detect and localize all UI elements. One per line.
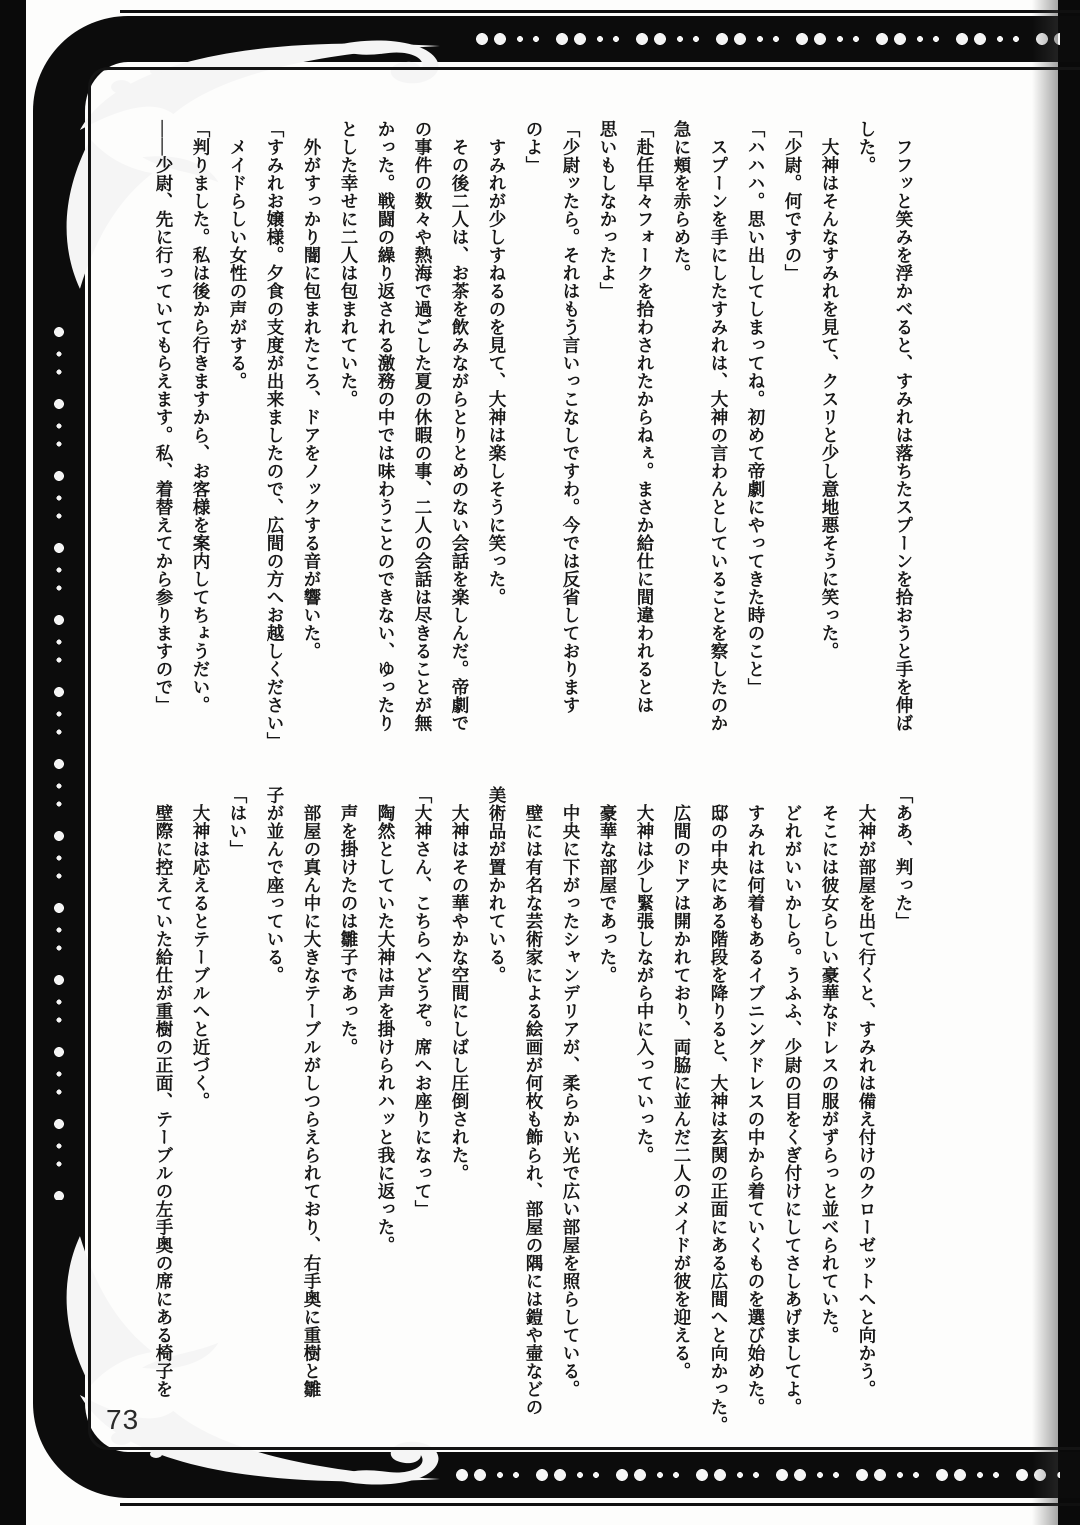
top-block [145,120,922,775]
text-column: 急に頬を赤らめた。 [672,120,692,282]
text-column: 外がすっかり闇に包まれたころ、ドアをノックする音が響いた。 [302,120,322,660]
text-column: 「ハハハ。思い出してしまってね。初めて帝劇にやってきた時のこと」 [746,120,766,696]
text-column: 「ああ、判った」 [894,786,914,930]
text-column: 大神は応えるとテーブルへと近づく。 [191,786,211,1110]
text-column: 邸の中央にある階段を降りると、大神は玄関の正面にある広間へと向かった。 [709,786,729,1434]
text-column: 「少尉。何ですの」 [783,120,803,282]
text-column: 広間のドアは開かれており、両脇に並んだ二人のメイドが彼を迎える。 [672,786,692,1380]
text-column: メイドらしい女性の声がする。 [228,120,248,390]
text-column: 大神はそんなすみれを見て、クスリと少し意地悪そうに笑った。 [820,120,840,660]
text-column: 大神は少し緊張しながら中に入っていった。 [635,786,655,1164]
text-column: の事件の数々や熱海で過ごした夏の休暇の事、二人の会話は尽きることが無 [413,120,433,732]
bottom-block [145,786,922,1436]
text-column: 思いもしなかったよ」 [598,120,618,300]
text-column: スプーンを手にしたすみれは、大神の言わんとしていることを察したのか [709,120,729,732]
text-column: 中央に下がったシャンデリアが、柔らかい光で広い部屋を照らしている。 [561,786,581,1398]
scan-gutter-left [0,0,26,1525]
text-column: とした幸せに二人は包まれていた。 [339,120,359,408]
text-column: すみれが少しすねるのを見て、大神は楽しそうに笑った。 [487,120,507,606]
text-column: どれがいいかしら。うふふ、少尉の目をくぎ付けにしてさしあげましてよ。 [783,786,803,1416]
text-column: そこには彼女らしい豪華なドレスの服がずらっと並べられていた。 [820,786,840,1344]
text-column: 「少尉ッたら。それはもう言いっこなしですわ。今では反省しております [561,120,581,714]
text-column: 豪華な部屋であった。 [598,786,618,984]
text-column: その後二人は、お茶を飲みながらとりとめのない会話を楽しんだ。帝劇で [450,120,470,732]
text-column: 陶然としていた大神は声を掛けられハッと我に返った。 [376,786,396,1254]
text-column: 「はい」 [228,786,248,858]
text-column: 「すみれお嬢様。夕食の支度が出来ましたので、広間の方へお越しください」 [265,120,285,750]
text-column: のよ」 [524,120,544,174]
text-column: 子が並んで座っている。 [265,786,285,984]
text-column: かった。戦闘の繰り返される激務の中では味わうことのできない、ゆったり [376,120,396,732]
text-column: 声を掛けたのは雛子であった。 [339,786,359,1056]
text-column: 大神が部屋を出て行くと、すみれは備え付けのクローゼットへと向かう。 [857,786,877,1398]
dot-pattern-top [470,16,1060,62]
text-column: すみれは何着もあるイブニングドレスの中から着ていくものを選び始めた。 [746,786,766,1416]
text-column: フフッと笑みを浮かべると、すみれは落ちたスプーンを拾おうと手を伸ば [894,120,914,732]
text-column: 壁には有名な芸術家による絵画が何枚も飾られ、部屋の隅には鎧や壷などの [524,786,544,1416]
page-number: 73 [106,1404,140,1435]
dot-pattern-left [33,320,85,1200]
dot-pattern-bottom [450,1452,1060,1498]
text-column: 「赴任早々フォークを拾わされたからねぇ。まさか給仕に間違われるとは [635,120,655,714]
text-column: ――少尉、先に行っていてもらえます。私、着替えてから参りますので」 [154,120,174,714]
text-column: 壁際に控えていた給仕が重樹の正面、テーブルの左手奥の席にある椅子を [154,786,174,1398]
text-column: 「判りました。私は後から行きますから、お客様を案内してちょうだい。 [191,120,211,714]
text-column: した。 [857,120,877,174]
text-column: 大神はその華やかな空間にしばし圧倒された。 [450,786,470,1182]
text-column: 美術品が置かれている。 [487,786,507,984]
text-column: 「大神さん、こちらへどうぞ。席へお座りになって」 [413,786,433,1218]
text-column: 部屋の真ん中に大きなテーブルがしつらえられており、右手奥に重樹と雛 [302,786,322,1398]
